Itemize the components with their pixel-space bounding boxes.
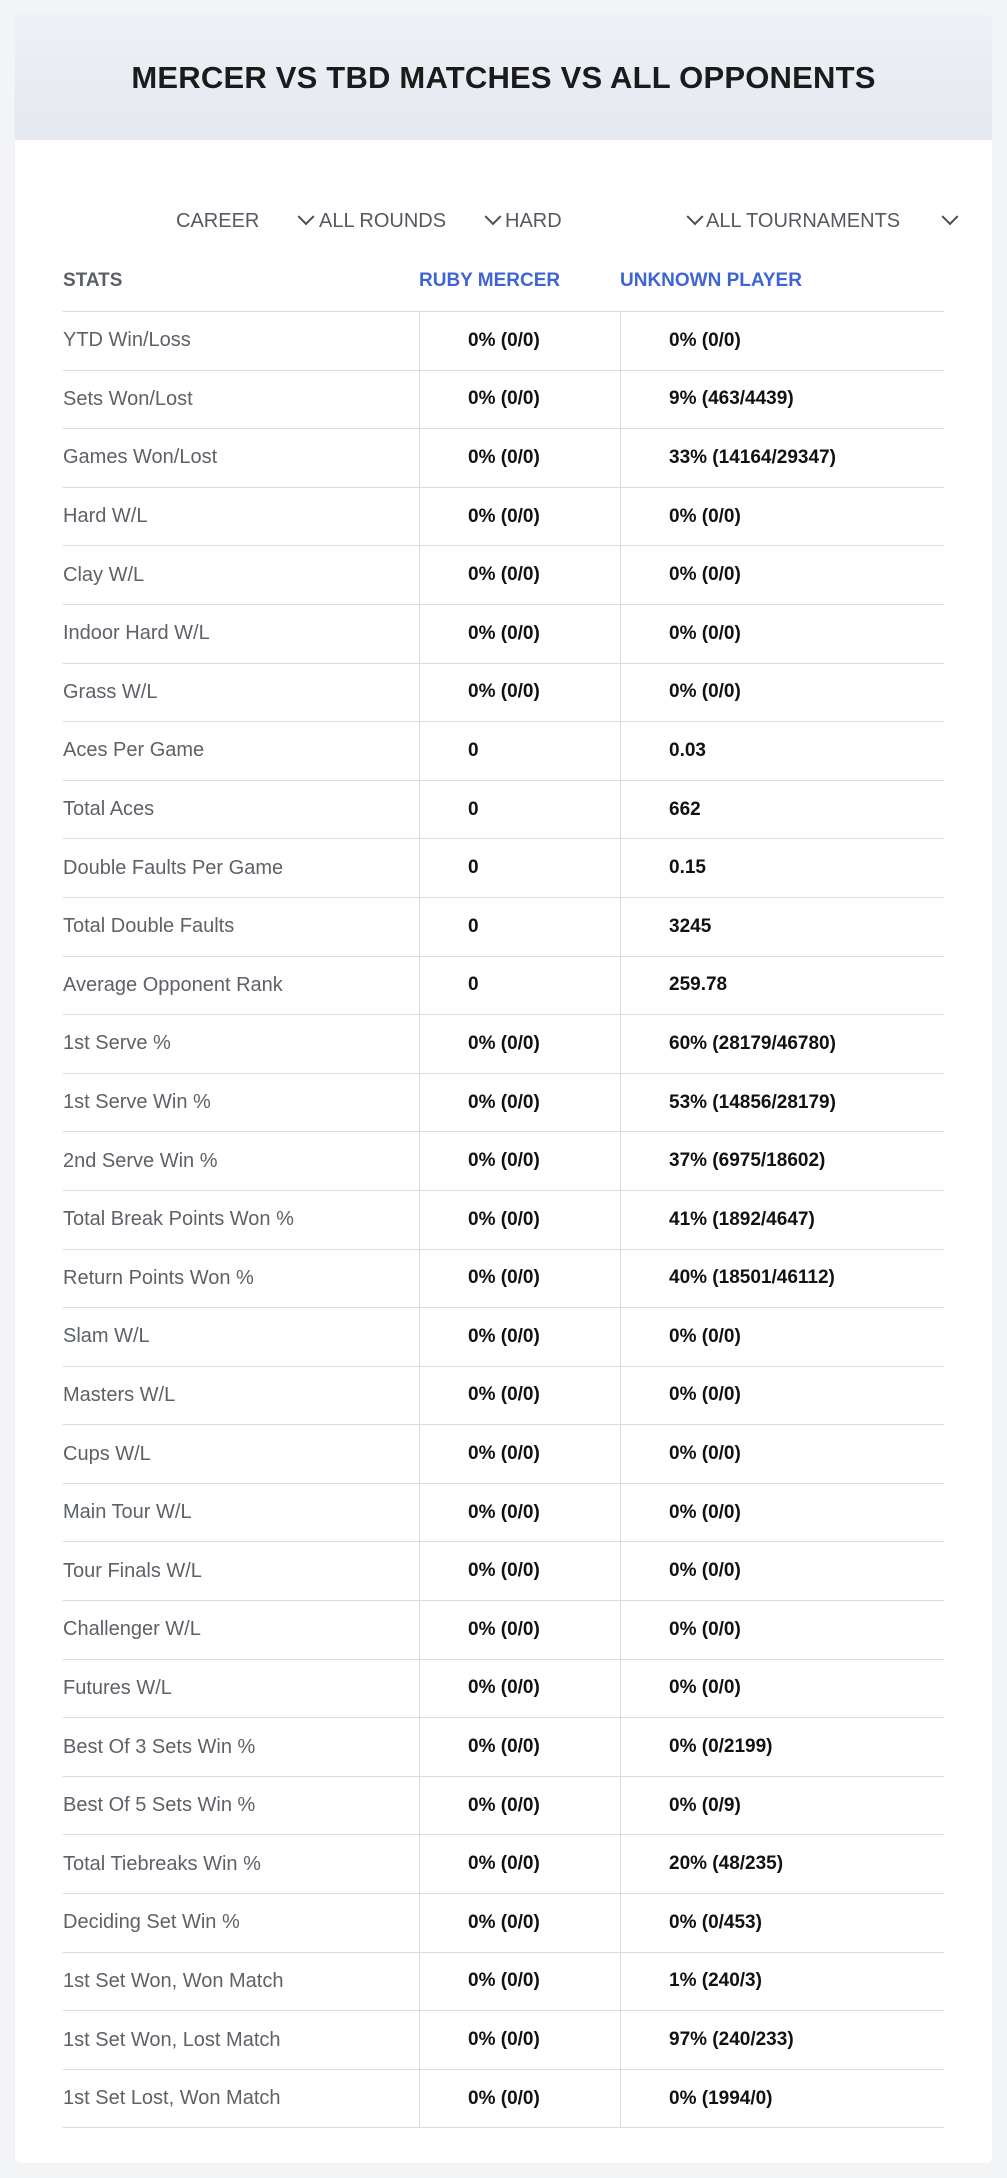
- stat-label: Hard W/L: [63, 505, 148, 528]
- tournaments-dropdown-label: ALL TOURNAMENTS: [706, 209, 901, 232]
- player2-value: 97% (240/233): [620, 2011, 944, 2069]
- table-row: [63, 957, 944, 1016]
- player2-value: 0% (0/0): [620, 1542, 944, 1600]
- table-row: [63, 664, 944, 723]
- table-row: [63, 1542, 944, 1601]
- table-row: [63, 1953, 944, 2012]
- player2-value: 259.78: [620, 957, 944, 1015]
- player1-value: 0% (0/0): [419, 1015, 620, 1073]
- player1-value: 0% (0/0): [419, 312, 620, 370]
- player1-value: 0: [419, 898, 620, 956]
- player1-value: 0% (0/0): [419, 429, 620, 487]
- player1-value: 0% (0/0): [419, 1718, 620, 1776]
- table-row: [63, 1777, 944, 1836]
- stat-label: Deciding Set Win %: [63, 1911, 240, 1934]
- player1-value: 0% (0/0): [419, 1894, 620, 1952]
- player1-value: 0% (0/0): [419, 1953, 620, 2011]
- stats-card: [15, 15, 992, 2163]
- table-row: [63, 429, 944, 488]
- player2-value: 0% (0/0): [620, 488, 944, 546]
- player1-column-header[interactable]: RUBY MERCER: [419, 270, 561, 291]
- player1-value: 0: [419, 957, 620, 1015]
- player2-value: 3245: [620, 898, 944, 956]
- stat-label: Challenger W/L: [63, 1618, 201, 1641]
- stat-label: 1st Set Won, Won Match: [63, 1969, 284, 1992]
- player1-value: 0% (0/0): [419, 1367, 620, 1425]
- table-row: [63, 1367, 944, 1426]
- player2-value: 0% (0/0): [620, 312, 944, 370]
- table-row: [63, 2011, 944, 2070]
- stats-table: [63, 250, 944, 2128]
- table-row: [63, 781, 944, 840]
- stat-label: Double Faults Per Game: [63, 856, 284, 879]
- page-title: MERCER VS TBD MATCHES VS ALL OPPONENTS: [131, 59, 876, 95]
- stat-label: Clay W/L: [63, 563, 145, 586]
- stat-label: Aces Per Game: [63, 739, 205, 762]
- player1-value: 0% (0/0): [419, 1484, 620, 1542]
- player1-value: 0% (0/0): [419, 1074, 620, 1132]
- player1-value: 0% (0/0): [419, 1250, 620, 1308]
- table-row: [63, 1308, 944, 1367]
- stat-label: Return Points Won %: [63, 1266, 254, 1289]
- table-body: [63, 312, 944, 2128]
- table-row: [63, 546, 944, 605]
- player2-value: 0% (0/0): [620, 1308, 944, 1366]
- player1-value: 0% (0/0): [419, 1542, 620, 1600]
- table-row: [63, 1074, 944, 1133]
- filter-bar: [15, 190, 992, 250]
- stat-label: Grass W/L: [63, 680, 158, 703]
- stat-label: 1st Serve Win %: [63, 1091, 211, 1114]
- table-row: [63, 1132, 944, 1191]
- player2-value: 60% (28179/46780): [620, 1015, 944, 1073]
- stat-label: Total Aces: [63, 798, 155, 821]
- player1-value: 0% (0/0): [419, 1835, 620, 1893]
- stat-label: Best Of 3 Sets Win %: [63, 1735, 256, 1758]
- table-row: [63, 898, 944, 957]
- player2-value: 0% (0/453): [620, 1894, 944, 1952]
- player2-value: 0% (0/0): [620, 1601, 944, 1659]
- table-row: [63, 722, 944, 781]
- player2-value: 0% (0/0): [620, 664, 944, 722]
- stat-label: 1st Set Won, Lost Match: [63, 2028, 281, 2051]
- player1-value: 0: [419, 839, 620, 897]
- chevron-down-icon: [942, 208, 959, 225]
- player2-value: 0% (0/0): [620, 605, 944, 663]
- player2-value: 0% (0/9): [620, 1777, 944, 1835]
- player1-value: 0% (0/0): [419, 1132, 620, 1190]
- table-header: [63, 250, 944, 312]
- table-row: [63, 1718, 944, 1777]
- stat-label: Indoor Hard W/L: [63, 622, 210, 645]
- player2-value: 0% (0/0): [620, 1425, 944, 1483]
- period-dropdown-label: CAREER: [176, 209, 260, 232]
- stat-label: Main Tour W/L: [63, 1501, 192, 1524]
- stat-label: Total Double Faults: [63, 915, 235, 938]
- player2-column-header[interactable]: UNKNOWN PLAYER: [620, 270, 802, 291]
- player2-value: 0% (1994/0): [620, 2070, 944, 2128]
- table-row: [63, 605, 944, 664]
- stat-label: YTD Win/Loss: [63, 329, 191, 352]
- player1-value: 0% (0/0): [419, 2070, 620, 2128]
- table-row: [63, 312, 944, 371]
- stat-label: 1st Serve %: [63, 1032, 171, 1055]
- table-row: [63, 839, 944, 898]
- player1-value: 0% (0/0): [419, 1191, 620, 1249]
- player1-value: 0% (0/0): [419, 664, 620, 722]
- table-row: [63, 1894, 944, 1953]
- surface-dropdown-label: HARD: [505, 209, 562, 232]
- player2-value: 40% (18501/46112): [620, 1250, 944, 1308]
- player1-value: 0% (0/0): [419, 1660, 620, 1718]
- period-dropdown[interactable]: [176, 205, 312, 237]
- stat-label: Games Won/Lost: [63, 446, 218, 469]
- player1-value: 0% (0/0): [419, 1308, 620, 1366]
- player2-value: 662: [620, 781, 944, 839]
- player2-value: 20% (48/235): [620, 1835, 944, 1893]
- table-row: [63, 1601, 944, 1660]
- player1-value: 0: [419, 722, 620, 780]
- table-row: [63, 1660, 944, 1719]
- stat-label: Masters W/L: [63, 1383, 176, 1406]
- player2-value: 53% (14856/28179): [620, 1074, 944, 1132]
- player2-value: 1% (240/3): [620, 1953, 944, 2011]
- player2-value: 33% (14164/29347): [620, 429, 944, 487]
- player2-value: 9% (463/4439): [620, 371, 944, 429]
- stat-label: Tour Finals W/L: [63, 1559, 202, 1582]
- player1-value: 0: [419, 781, 620, 839]
- tournaments-dropdown[interactable]: [706, 205, 956, 237]
- player1-value: 0% (0/0): [419, 2011, 620, 2069]
- player2-value: 0% (0/2199): [620, 1718, 944, 1776]
- rounds-dropdown[interactable]: [319, 205, 499, 237]
- player2-value: 0% (0/0): [620, 546, 944, 604]
- table-row: [63, 1191, 944, 1250]
- stat-label: Total Tiebreaks Win %: [63, 1852, 261, 1875]
- stats-column-header: STATS: [63, 270, 123, 291]
- table-row: [63, 488, 944, 547]
- stat-label: Average Opponent Rank: [63, 973, 283, 996]
- player1-value: 0% (0/0): [419, 1777, 620, 1835]
- player2-value: 37% (6975/18602): [620, 1132, 944, 1190]
- surface-dropdown[interactable]: [505, 205, 701, 237]
- player2-value: 41% (1892/4647): [620, 1191, 944, 1249]
- stat-label: Sets Won/Lost: [63, 387, 193, 410]
- player1-value: 0% (0/0): [419, 371, 620, 429]
- stat-label: 1st Set Lost, Won Match: [63, 2087, 281, 2110]
- player2-value: 0% (0/0): [620, 1484, 944, 1542]
- player2-value: 0.15: [620, 839, 944, 897]
- table-row: [63, 371, 944, 430]
- player1-value: 0% (0/0): [419, 605, 620, 663]
- player1-value: 0% (0/0): [419, 546, 620, 604]
- chevron-down-icon: [687, 208, 704, 225]
- rounds-dropdown-label: ALL ROUNDS: [319, 209, 447, 232]
- stat-label: Futures W/L: [63, 1676, 172, 1699]
- player2-value: 0.03: [620, 722, 944, 780]
- table-row: [63, 1484, 944, 1543]
- player1-value: 0% (0/0): [419, 1601, 620, 1659]
- table-row: [63, 1250, 944, 1309]
- stat-label: Cups W/L: [63, 1442, 151, 1465]
- stat-label: 2nd Serve Win %: [63, 1149, 218, 1172]
- card-header: [15, 15, 992, 140]
- chevron-down-icon: [298, 208, 315, 225]
- table-row: [63, 2070, 944, 2129]
- stat-label: Total Break Points Won %: [63, 1208, 294, 1231]
- table-row: [63, 1015, 944, 1074]
- table-row: [63, 1835, 944, 1894]
- player2-value: 0% (0/0): [620, 1367, 944, 1425]
- player1-value: 0% (0/0): [419, 488, 620, 546]
- stat-label: Best Of 5 Sets Win %: [63, 1794, 256, 1817]
- table-row: [63, 1425, 944, 1484]
- player2-value: 0% (0/0): [620, 1660, 944, 1718]
- chevron-down-icon: [485, 208, 502, 225]
- player1-value: 0% (0/0): [419, 1425, 620, 1483]
- stat-label: Slam W/L: [63, 1325, 150, 1348]
